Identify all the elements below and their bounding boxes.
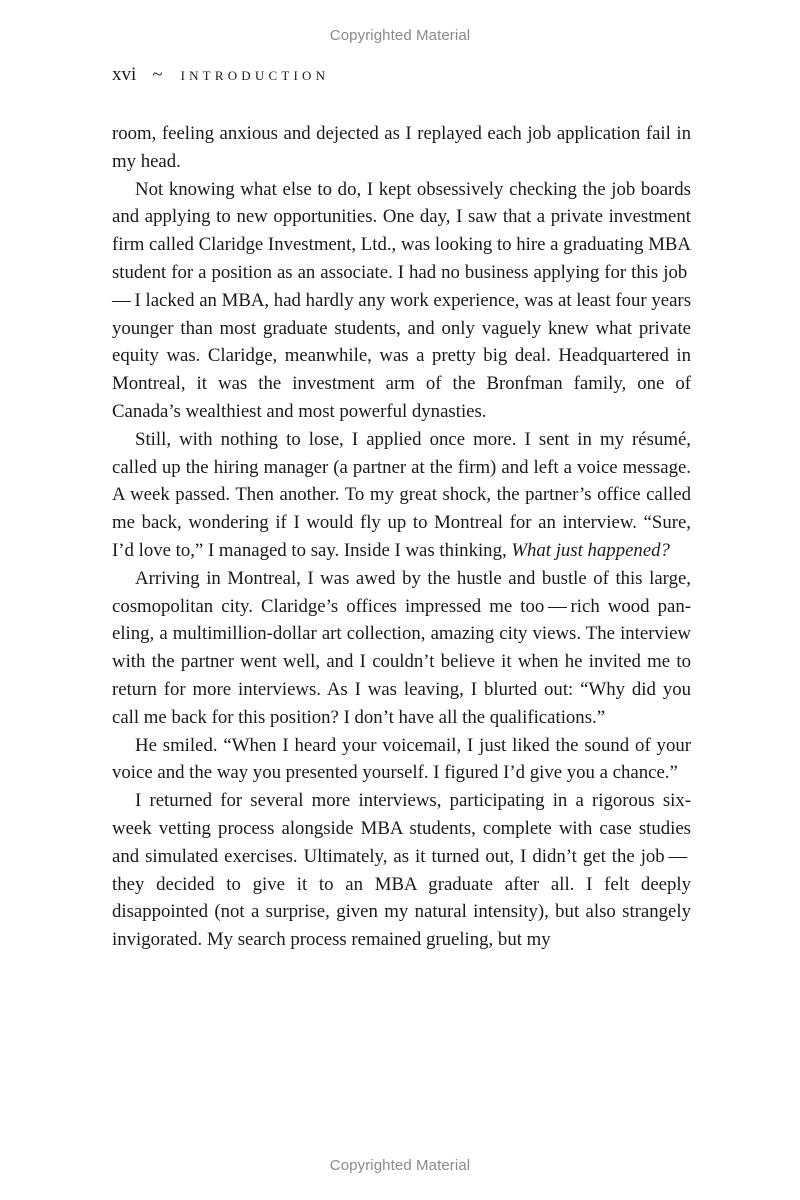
paragraph [112, 426, 691, 565]
italic-text: What just happened? [511, 539, 670, 561]
body-text [112, 120, 691, 954]
tilde-ornament: ~ [152, 64, 163, 85]
paragraph: Arriving in Montreal, I was awed by the hustle and bustle of this large, cosmopolitan city. Claridge’s offices impressed me too — rich wood paneling, a multimillion-dollar art collection, amazing city views. The interview with the partner went well, and I couldn’t believe it when he invited me to return for more interviews. As I was leaving, I blurted out: “Why did you call me back for this position? I don’t have all the qualifications.” [112, 567, 691, 728]
paragraph: He smiled. “When I heard your voicemail, I just liked the sound of your voice and the way you presented yourself. I figured I’d give you a chance.” [112, 734, 691, 784]
copyright-watermark-bottom: Copyrighted Material [329, 1157, 471, 1174]
paragraph: Not knowing what else to do, I kept obsessively checking the job boards and applying to new opportunities. One day, I saw that a private investment firm called Claridge Investment, Ltd., was looking to hire a graduating MBA student for a position as an associate. I had no business applying for this job — I lacked an MBA, had hardly any work experience, was at least four years younger than most graduate students, and only vaguely knew what private equity was. Claridge, meanwhile, was a pretty big deal. Headquartered in Montreal, it was the investment arm of the Bronfman family, one of Canada’s wealthiest and most powerful dynasties. [112, 178, 691, 422]
page-number: xvi [112, 64, 137, 85]
paragraph: I returned for several more interviews, participating in a rigorous six-week vetting process alongside MBA students, complete with case studies and simulated exercises. Ultimately, as it turned out, I didn’t get the job — they decided to give it to an MBA graduate after all. I felt deeply disappointed (not a surprise, given my natural intensity), but also strangely invigorated. My search process remained grueling, but my [112, 790, 691, 951]
copyright-watermark-top: Copyrighted Material [329, 27, 471, 44]
paragraph-text: Still, with nothing to lose, I applied once more. I sent in my résumé, called up the hiring manager (a partner at the firm) and left a voice message. A week passed. Then another. To my great shock, the partner’s office called me back, wondering if I would fly up to Montreal for an interview. “Sure, I’d love to,” I managed to say. Inside I was thinking, [112, 428, 691, 561]
section-title: INTRODUCTION [180, 68, 330, 83]
paragraph: room, feeling anxious and dejected as I replayed each job application fail in my head. [112, 123, 691, 172]
running-head [112, 64, 329, 86]
